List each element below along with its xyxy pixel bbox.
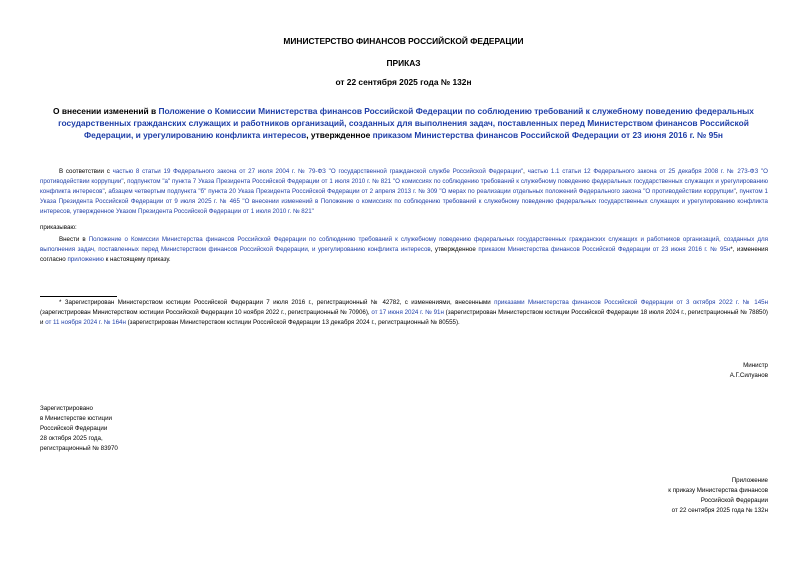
main-text: к настоящему приказу. (103, 256, 171, 263)
footnote-text: (зарегистрирован Министерством юстиции Российской Федерации 18 июля 2024 г., регистрационный № 78850) и (40, 309, 768, 326)
preamble-paragraph (40, 167, 768, 217)
footnote-divider (40, 296, 117, 297)
main-link-appendix[interactable]: приложению (67, 256, 104, 263)
preamble-text: , (523, 168, 528, 175)
footnote-link-order-145n[interactable]: приказами Министерства финансов Российской Федерации от 3 октября 2022 г. № 145н (494, 299, 768, 306)
appendix-line: Российской Федерации (700, 497, 768, 504)
title-link-order[interactable]: приказом Министерства финансов Российской Федерации от 23 июня 2016 г. № 95н (372, 130, 723, 140)
appendix-line: Приложение (731, 477, 768, 484)
footnote-link-order-164n[interactable]: от 11 ноября 2024 г. № 164н (45, 319, 126, 326)
main-text: , утвержденное (430, 246, 479, 253)
footnote-text: (зарегистрирован Министерством юстиции Российской Федерации 10 ноября 2022 г., регистрационный № 70906), (40, 309, 372, 316)
registration-line: Зарегистрировано (40, 405, 93, 412)
registration-line: в Министерстве юстиции (40, 415, 113, 422)
registration-line: регистрационный № 83970 (40, 445, 118, 452)
order-word: приказываю: (40, 224, 77, 231)
document-date-number: от 22 сентября 2025 года № 132н (335, 77, 472, 87)
document-type: ПРИКАЗ (386, 58, 421, 68)
footnote-link-order-91n[interactable]: от 17 июня 2024 г. № 91н (371, 309, 444, 316)
signature-name: А.Г.Силуанов (729, 372, 768, 379)
preamble-text: , (104, 188, 109, 195)
preamble-text: , (735, 188, 740, 195)
main-paragraph (40, 235, 768, 265)
ministry-heading: МИНИСТЕРСТВО ФИНАНСОВ РОССИЙСКОЙ ФЕДЕРАЦИИ (283, 36, 524, 46)
preamble-link-law-79fz[interactable]: частью 8 статьи 19 Федерального закона от 27 июля 2004 г. № 79-ФЗ "О государственной гражданской службе Российской Федерации" (112, 168, 524, 175)
signature-position: Министр (743, 362, 768, 369)
main-link-regulation[interactable]: Положение о Комиссии Министерства финансов Российской Федерации по соблюдению требований к служебному поведению федеральных государственных гражданских служащих и работников организаций, созданных для выполнения задач, поставленных перед Министерством финансов Российской Федерации, и урегулированию конфликта интересов (40, 236, 768, 253)
preamble-link-decree-465[interactable]: пунктом 1 Указа Президента Российской Федерации от 9 июля 2025 г. № 465 "О внесении изменений в Положение о комиссиях по соблюдению требований к служебному поведению федеральных государственных служащих и урегулированию конфликта интересов, утвержденное Указом Президента Российской Федерации от 1 июля 2010 г. № 821" (40, 188, 768, 215)
footnote (40, 298, 768, 328)
appendix-block (668, 476, 768, 516)
main-text: *, изменения согласно (40, 246, 768, 263)
preamble-link-decree-309[interactable]: абзацем четвертым подпункта "б" пункта 20 Указа Президента Российской Федерации от 2 апреля 2013 г. № 309 "О мерах по реализации отдельных положений Федерального закона "О противодействии коррупции" (108, 188, 736, 195)
footnote-text: (зарегистрирован Министерством юстиции Российской Федерации 13 декабря 2024 г., регистрационный № 80555). (125, 319, 460, 326)
preamble-text: В соответствии с (59, 168, 113, 175)
appendix-line: от 22 сентября 2025 года № 132н (671, 507, 768, 514)
preamble-text: , (123, 178, 128, 185)
appendix-line: к приказу Министерства финансов (668, 487, 768, 494)
document-title (40, 105, 767, 141)
main-text: Внести в (59, 236, 89, 243)
title-text: , утвержденное (306, 130, 373, 140)
registration-block (40, 404, 118, 454)
title-link-regulation[interactable]: Положение о Комиссии Министерства финансов Российской Федерации по соблюдению требований к служебному поведению федеральных государственных гражданских служащих и работников организаций, созданных для выполнения задач, поставленных перед Министерством финансов Российской Федерации, и урегулированию конфликта интересов (58, 106, 754, 140)
main-link-order-95n[interactable]: приказом Министерства финансов Российской Федерации от 23 июня 2016 г. № 95н (478, 246, 731, 253)
registration-line: Российской Федерации (40, 425, 108, 432)
footnote-text: * Зарегистрирован Министерством юстиции Российской Федерации 7 июля 2016 г., регистрационный № 42782, с изменениями, внесенными (59, 299, 495, 306)
signature-block (730, 361, 768, 381)
registration-line: 28 октября 2025 года, (40, 435, 103, 442)
preamble-link-law-273fz[interactable]: частью 1.1 статьи 12 Федерального закона от 25 декабря 2008 г. № 273-ФЗ "О противодействии коррупции" (40, 168, 768, 185)
title-text: О внесении изменений в (53, 106, 159, 116)
preamble-link-decree-821[interactable]: подпунктом "а" пункта 7 Указа Президента Российской Федерации от 1 июля 2010 г. № 821 "О комиссиях по соблюдению требований к служебному поведению федеральных государственных служащих и урегулированию конфликта интересов" (40, 178, 768, 195)
